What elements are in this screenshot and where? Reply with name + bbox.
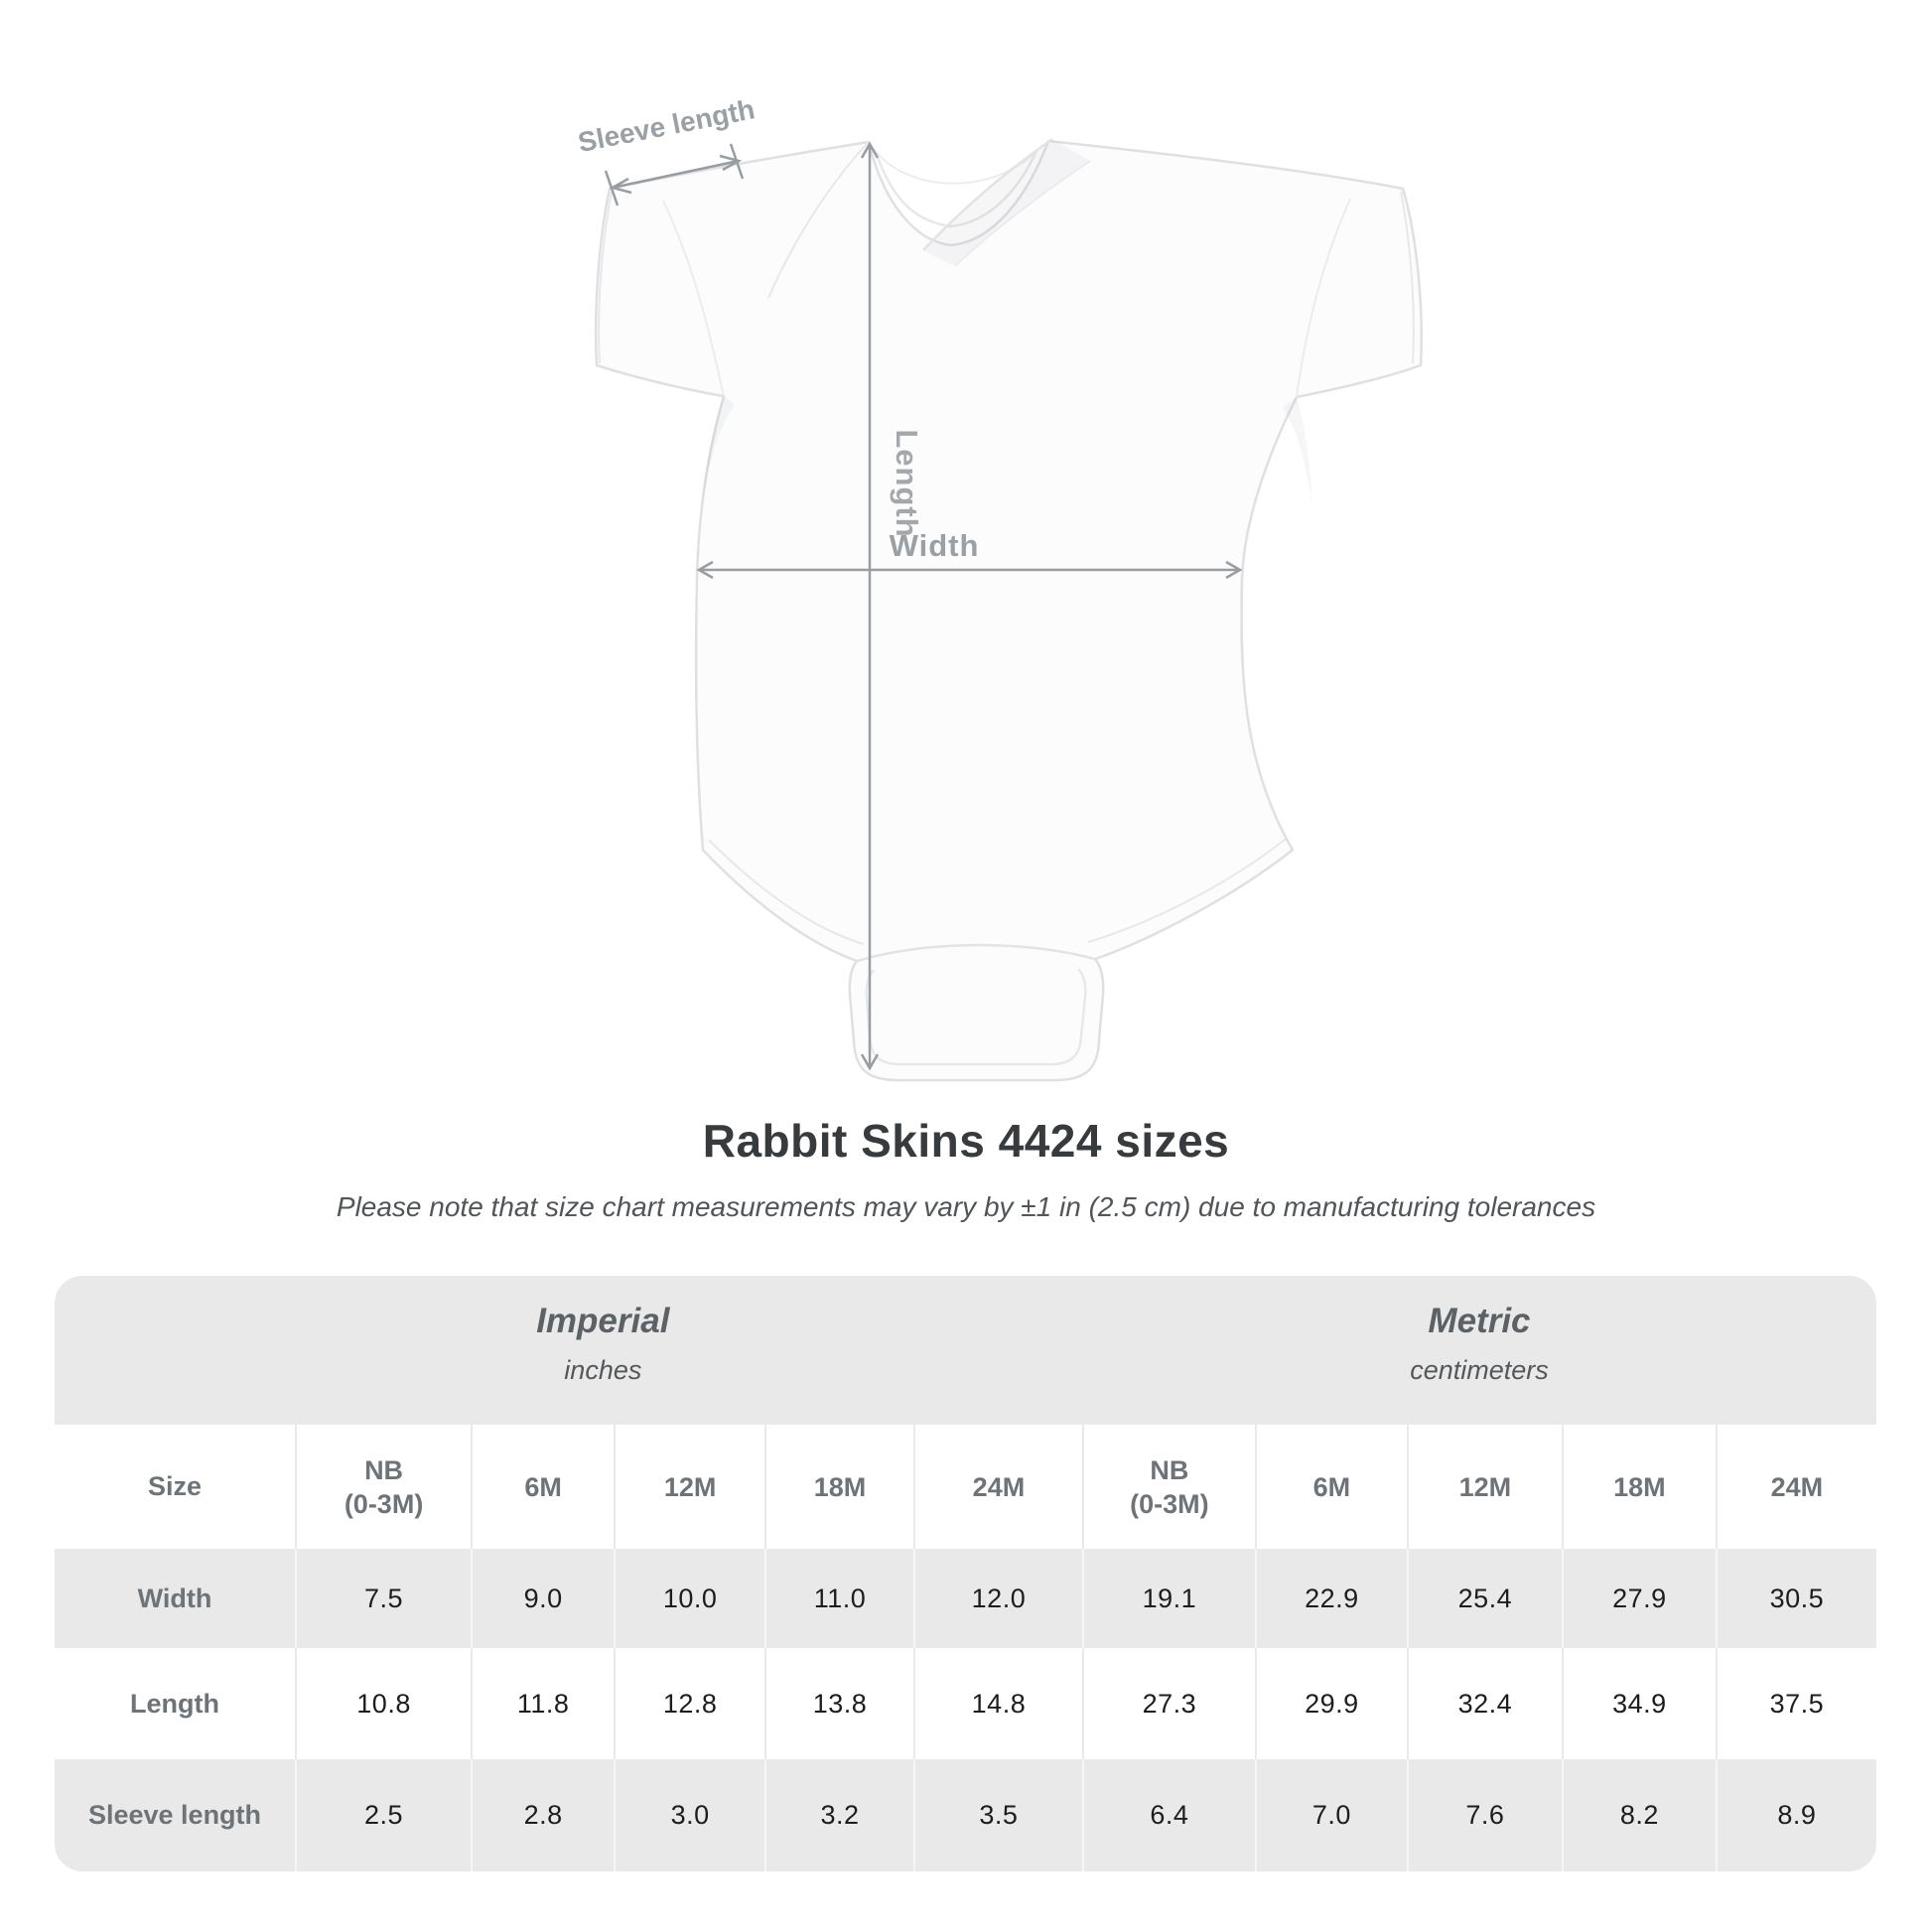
page-title: Rabbit Skins 4424 sizes	[702, 1115, 1230, 1167]
table-cell: 8.9	[1716, 1759, 1876, 1871]
table-cell: 22.9	[1255, 1549, 1407, 1648]
table-cell: 10.8	[295, 1648, 471, 1759]
imperial-title: Imperial	[536, 1302, 670, 1340]
table-cell: 3.5	[913, 1759, 1082, 1871]
header-line: NB	[1150, 1454, 1189, 1485]
table-cell: 3.0	[614, 1759, 764, 1871]
header-line: 18M	[813, 1471, 867, 1502]
size-table	[55, 1276, 1876, 1871]
header-line: 6M	[524, 1471, 562, 1502]
table-cell: 14.8	[913, 1648, 1082, 1759]
header-line: 12M	[1458, 1471, 1512, 1502]
header-line: NB	[364, 1454, 404, 1485]
column-header-row	[55, 1425, 1876, 1549]
table-row-length	[55, 1648, 1876, 1759]
size-disclaimer: Please note that size chart measurements may vary by ±1 in (2.5 cm) due to manufacturing tolerances	[336, 1191, 1596, 1222]
header-line: 24M	[972, 1471, 1026, 1502]
table-cell: 27.3	[1082, 1648, 1255, 1759]
column-header-24m-imperial	[913, 1425, 1082, 1549]
table-cell: 9.0	[471, 1549, 614, 1648]
length-label: Length	[890, 429, 924, 538]
column-header-18m-imperial	[764, 1425, 913, 1549]
header-line: (0-3M)	[1130, 1488, 1209, 1519]
column-header-6m-metric	[1255, 1425, 1407, 1549]
imperial-unit-header	[536, 1302, 669, 1386]
table-cell: 25.4	[1407, 1549, 1562, 1648]
width-label: Width	[889, 528, 980, 563]
column-header-24m-metric	[1716, 1425, 1876, 1549]
table-cell: 7.6	[1407, 1759, 1562, 1871]
metric-title: Metric	[1428, 1302, 1531, 1340]
row-label-sleeve-length: Sleeve length	[87, 1800, 262, 1830]
metric-unit-header	[1410, 1302, 1549, 1386]
table-cell: 7.5	[295, 1549, 471, 1648]
table-cell: 6.4	[1082, 1759, 1255, 1871]
column-header-12m-metric	[1407, 1425, 1562, 1549]
header-line: (0-3M)	[344, 1488, 424, 1519]
table-cell: 2.5	[295, 1759, 471, 1871]
header-line: 18M	[1613, 1471, 1666, 1502]
table-cell: 7.0	[1255, 1759, 1407, 1871]
unit-header-band	[55, 1276, 1876, 1425]
column-header-12m-imperial	[614, 1425, 764, 1549]
column-header-nb-imperial	[295, 1425, 471, 1549]
metric-unit: centimeters	[1410, 1355, 1549, 1385]
table-cell: 19.1	[1082, 1549, 1255, 1648]
table-cell: 3.2	[764, 1759, 913, 1871]
table-row-width	[55, 1549, 1876, 1648]
header-line: 24M	[1770, 1471, 1824, 1502]
row-label-width: Width	[137, 1583, 212, 1613]
table-cell: 27.9	[1562, 1549, 1716, 1648]
imperial-unit: inches	[564, 1355, 642, 1385]
table-cell: 10.0	[614, 1549, 764, 1648]
table-cell: 11.8	[471, 1648, 614, 1759]
size-header: Size	[148, 1471, 203, 1501]
table-cell: 29.9	[1255, 1648, 1407, 1759]
table-cell: 8.2	[1562, 1759, 1716, 1871]
table-cell: 12.0	[913, 1549, 1082, 1648]
table-cell: 37.5	[1716, 1648, 1876, 1759]
header-line: 12M	[663, 1471, 717, 1502]
sleeve-length-label: Sleeve length	[575, 93, 758, 159]
table-cell: 12.8	[614, 1648, 764, 1759]
table-cell: 11.0	[764, 1549, 913, 1648]
bodysuit-illustration	[596, 139, 1422, 1080]
column-header-18m-metric	[1562, 1425, 1716, 1549]
column-header-6m-imperial	[471, 1425, 614, 1549]
row-label-length: Length	[130, 1688, 219, 1719]
table-cell: 13.8	[764, 1648, 913, 1759]
table-row-sleeve-length	[55, 1759, 1876, 1871]
table-cell: 30.5	[1716, 1549, 1876, 1648]
table-cell: 2.8	[471, 1759, 614, 1871]
table-cell: 32.4	[1407, 1648, 1562, 1759]
header-line: 6M	[1312, 1471, 1351, 1502]
table-cell: 34.9	[1562, 1648, 1716, 1759]
column-header-nb-metric	[1082, 1425, 1255, 1549]
